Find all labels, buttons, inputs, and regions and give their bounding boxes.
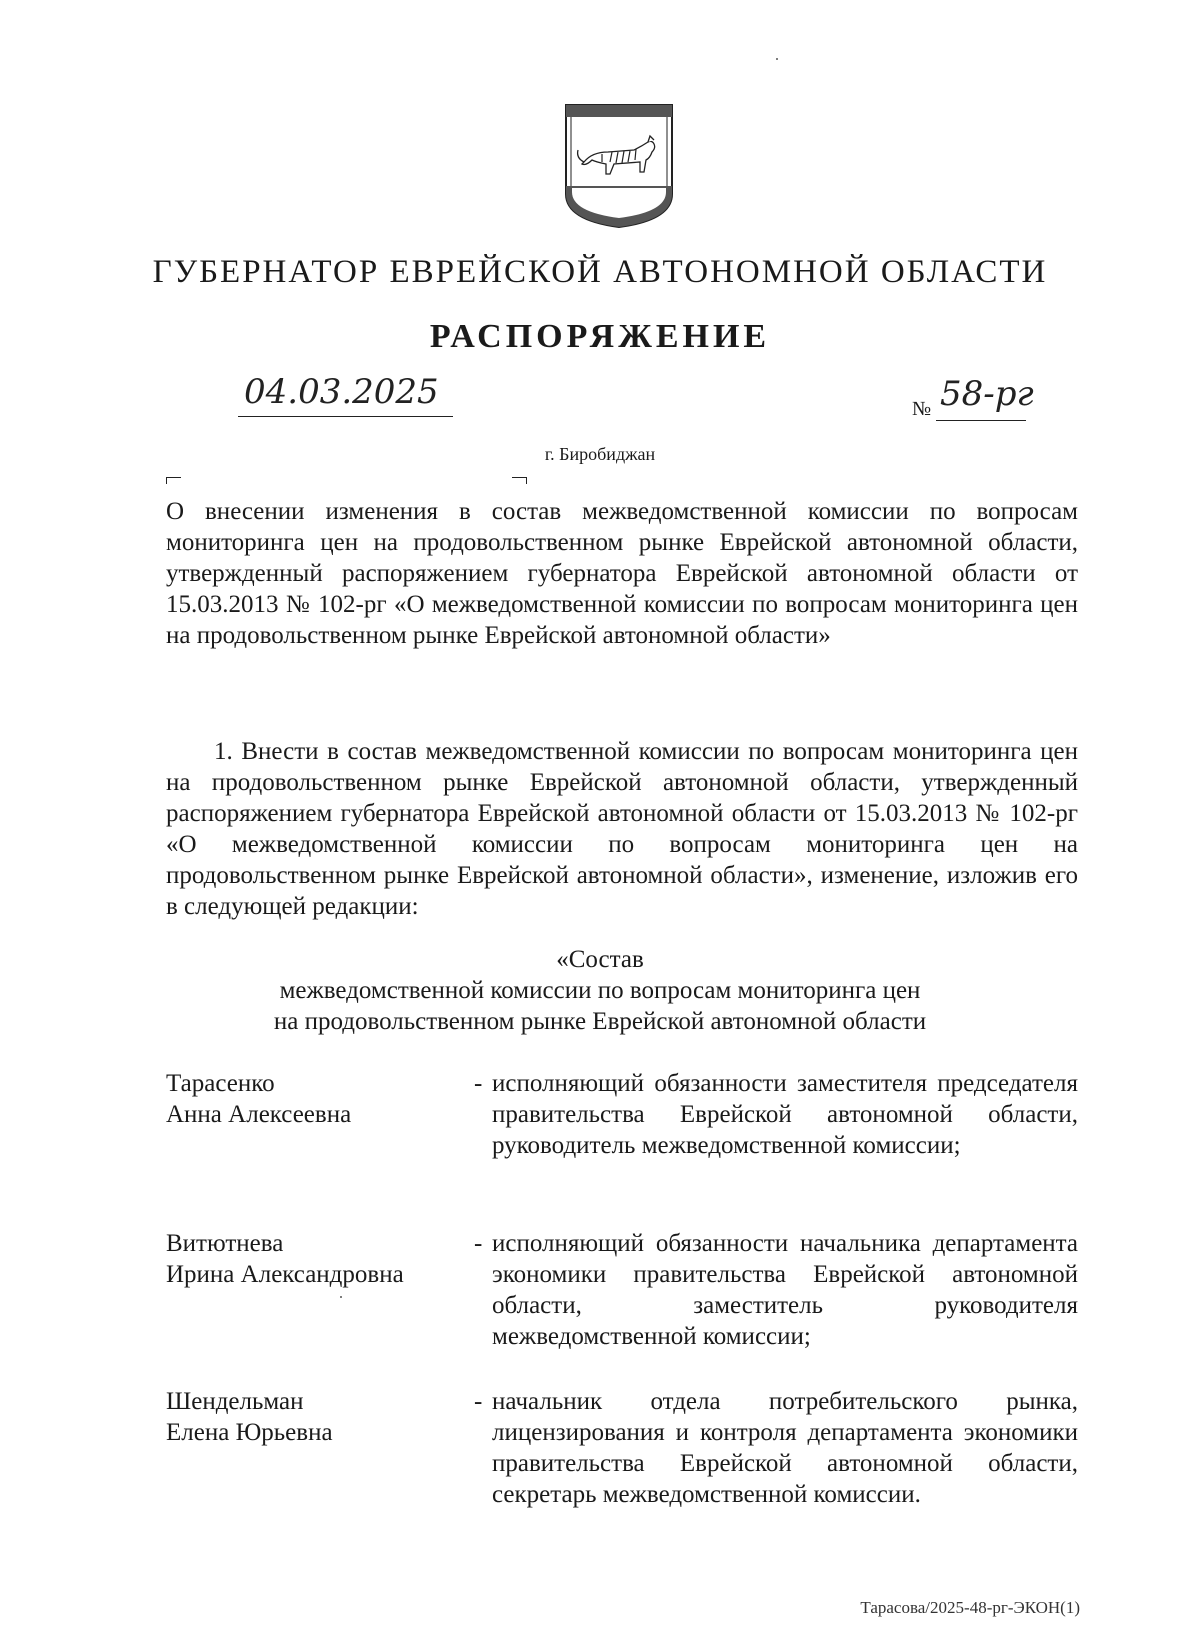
member-name: [166, 1386, 466, 1448]
issuing-authority: ГУБЕРНАТОР ЕВРЕЙСКОЙ АВТОНОМНОЙ ОБЛАСТИ: [152, 254, 1048, 290]
scan-speck: [340, 1296, 342, 1298]
member-name: [166, 1228, 466, 1290]
composition-heading-line-2: межведомственной комиссии по вопросам мониторинга цен: [279, 977, 921, 1004]
title-corner-mark-left: [166, 477, 181, 484]
coat-of-arms-emblem: [562, 102, 676, 230]
member-name: [166, 1068, 466, 1130]
title-corner-mark-right: [512, 477, 527, 484]
member-given-names: Елена Юрьевна: [166, 1419, 333, 1446]
member-surname: Шендельман: [166, 1388, 304, 1415]
number-underline: [936, 420, 1026, 421]
date-underline: [238, 416, 453, 417]
scan-speck: [776, 58, 778, 60]
document-title: О внесении изменения в состав межведомственной комиссии по вопросам мониторинга цен на продовольственном рынке Еврейской автономной области, утвержденный распоряжением губернатора Еврейской автономной области от 15.03.2013 № 102-рг «О межведомственной комиссии по вопросам мониторинга цен на продовольственном рынке Еврейской автономной области»: [166, 498, 1078, 649]
handwritten-date: 04.03.2025: [244, 372, 439, 412]
body-paragraph-1: 1. Внести в состав межведомственной комиссии по вопросам мониторинга цен на продовольственном рынке Еврейской автономной области, утвержденный распоряжением губернатора Еврейской автономной области от 15.03.2013 № 102-рг «О межведомственной комиссии по вопросам мониторинга цен на продовольственном рынке Еврейской автономной области», изменение, изложив его в следующей редакции:: [166, 738, 1078, 920]
member-role: начальник отдела потребительского рынка, лицензирования и контроля департамента экономики правительства Еврейской автономной области, секретарь межведомственной комиссии.: [492, 1388, 1078, 1508]
member-given-names: Ирина Александровна: [166, 1261, 404, 1288]
member-dash: -: [474, 1388, 483, 1415]
number-sign: №: [912, 398, 932, 420]
composition-heading-line-1: «Состав: [556, 946, 644, 973]
member-role: исполняющий обязанности начальника департамента экономики правительства Еврейской автономной области, заместитель руководителя межведомственной комиссии;: [492, 1230, 1078, 1350]
member-surname: Витютнева: [166, 1230, 284, 1257]
composition-heading-line-3: на продовольственном рынке Еврейской автономной области: [273, 1008, 927, 1035]
member-dash: -: [474, 1230, 483, 1257]
member-dash: -: [474, 1070, 483, 1097]
handwritten-number: 58-рг: [940, 374, 1034, 414]
member-surname: Тарасенко: [166, 1070, 275, 1097]
composition-heading: [0, 944, 1200, 1037]
document-type-heading: РАСПОРЯЖЕНИЕ: [429, 318, 771, 355]
member-role: исполняющий обязанности заместителя председателя правительства Еврейской автономной области, руководитель межведомственной комиссии;: [492, 1070, 1078, 1159]
city-name: г. Биробиджан: [544, 444, 656, 464]
document-reference-footer: Тарасова/2025-48-рг-ЭКОН(1): [860, 1598, 1080, 1617]
member-given-names: Анна Алексеевна: [166, 1101, 352, 1128]
